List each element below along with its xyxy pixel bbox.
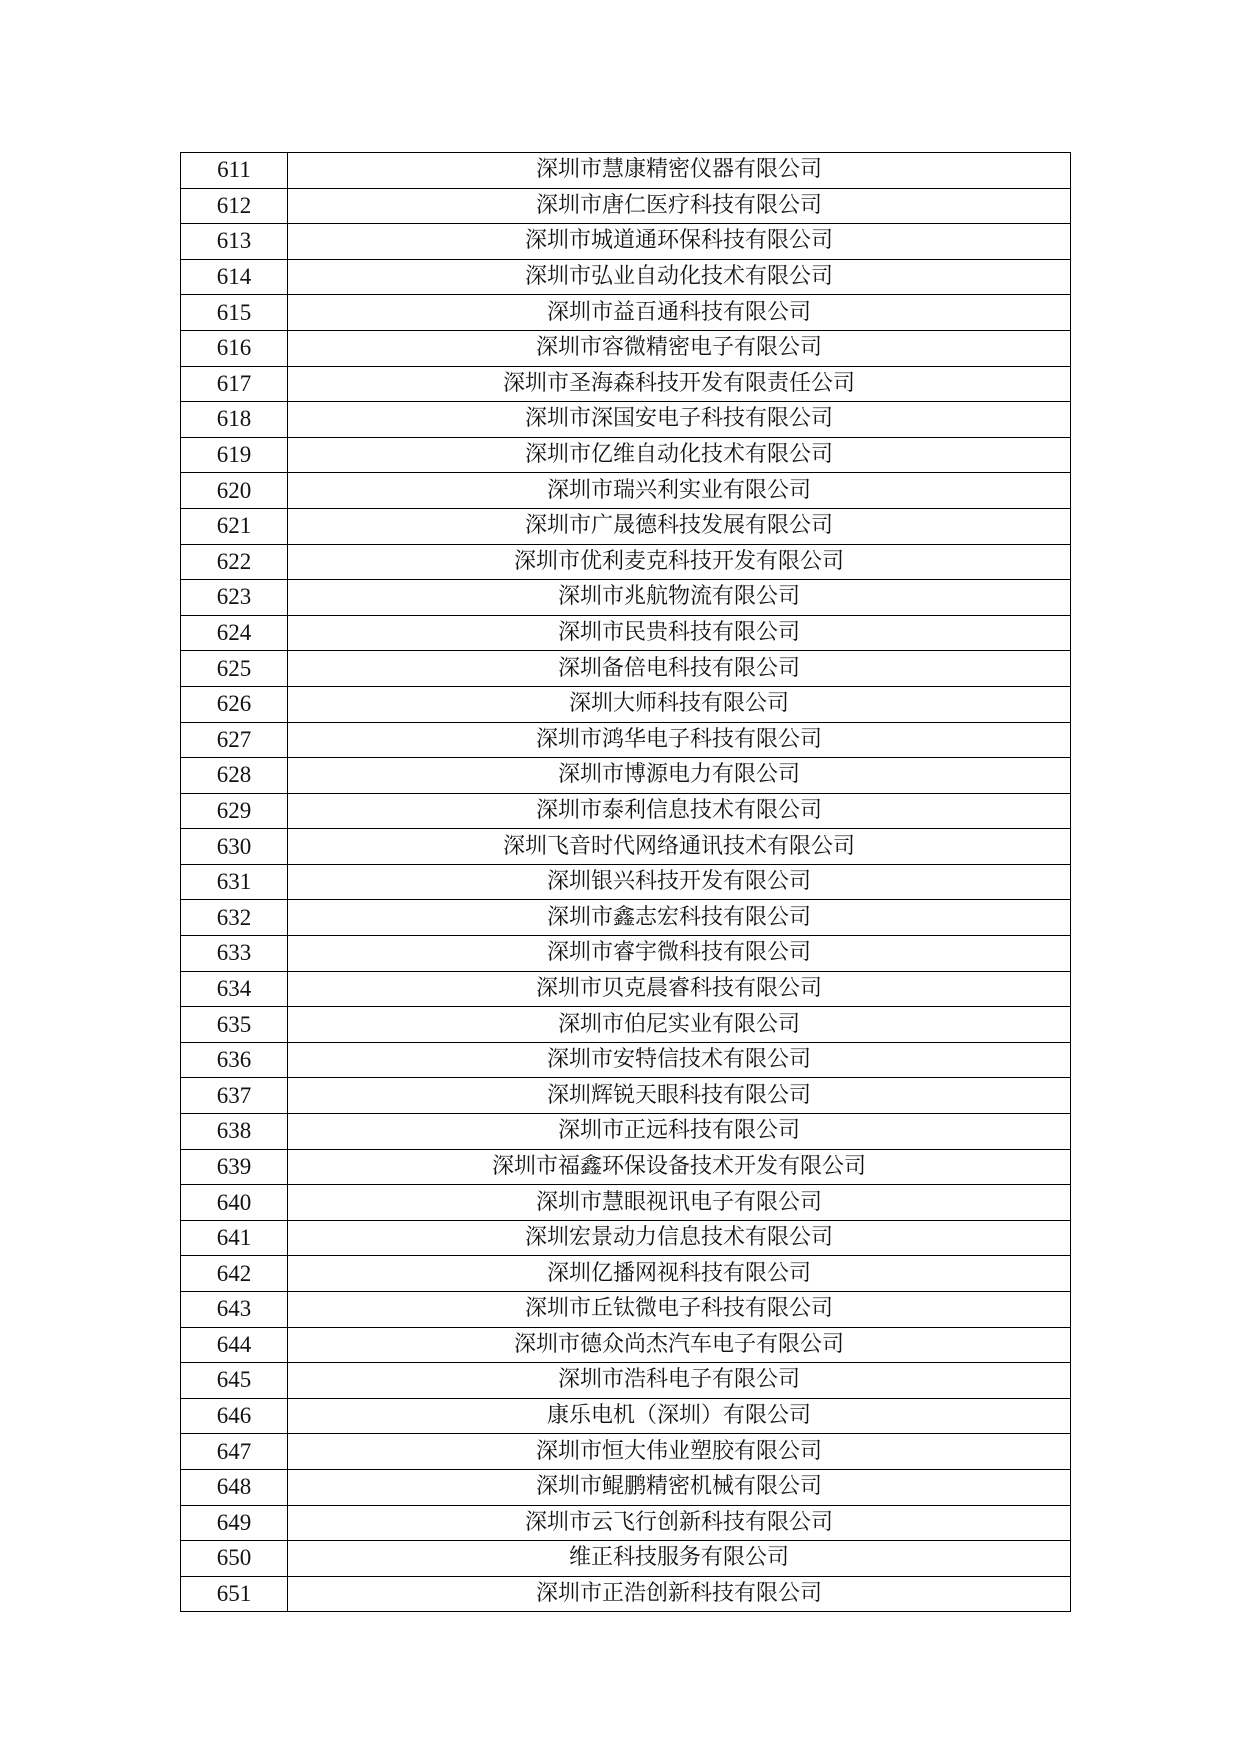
company-name-cell: 深圳市益百通科技有限公司 xyxy=(288,295,1071,331)
table-row xyxy=(181,330,1071,366)
row-number-cell: 621 xyxy=(181,508,288,544)
company-name-cell: 深圳市亿维自动化技术有限公司 xyxy=(288,437,1071,473)
row-number-cell: 625 xyxy=(181,651,288,687)
company-name-cell: 深圳市慧康精密仪器有限公司 xyxy=(288,153,1071,189)
row-number-cell: 611 xyxy=(181,153,288,189)
company-name-cell: 深圳市丘钛微电子科技有限公司 xyxy=(288,1292,1071,1328)
company-name-cell: 深圳市慧眼视讯电子有限公司 xyxy=(288,1185,1071,1221)
row-number-cell: 614 xyxy=(181,259,288,295)
company-name-cell: 深圳市深国安电子科技有限公司 xyxy=(288,402,1071,438)
company-name-cell: 深圳宏景动力信息技术有限公司 xyxy=(288,1220,1071,1256)
table-row xyxy=(181,651,1071,687)
row-number-cell: 647 xyxy=(181,1434,288,1470)
table-row xyxy=(181,153,1071,189)
table-row xyxy=(181,224,1071,260)
row-number-cell: 629 xyxy=(181,793,288,829)
company-name-cell: 深圳飞音时代网络通讯技术有限公司 xyxy=(288,829,1071,865)
table-row xyxy=(181,1220,1071,1256)
company-name-cell: 深圳市贝克晨睿科技有限公司 xyxy=(288,971,1071,1007)
row-number-cell: 651 xyxy=(181,1576,288,1612)
company-name-cell: 深圳市鑫志宏科技有限公司 xyxy=(288,900,1071,936)
company-name-cell: 深圳亿播网视科技有限公司 xyxy=(288,1256,1071,1292)
row-number-cell: 638 xyxy=(181,1114,288,1150)
row-number-cell: 617 xyxy=(181,366,288,402)
table-row xyxy=(181,615,1071,651)
company-name-cell: 深圳市优利麦克科技开发有限公司 xyxy=(288,544,1071,580)
table-row xyxy=(181,1469,1071,1505)
row-number-cell: 640 xyxy=(181,1185,288,1221)
company-name-cell: 深圳市浩科电子有限公司 xyxy=(288,1363,1071,1399)
row-number-cell: 618 xyxy=(181,402,288,438)
company-name-cell: 深圳市正远科技有限公司 xyxy=(288,1114,1071,1150)
company-name-cell: 维正科技服务有限公司 xyxy=(288,1541,1071,1577)
row-number-cell: 646 xyxy=(181,1398,288,1434)
table-row xyxy=(181,1541,1071,1577)
company-name-cell: 深圳市云飞行创新科技有限公司 xyxy=(288,1505,1071,1541)
table-row xyxy=(181,686,1071,722)
table-row xyxy=(181,473,1071,509)
row-number-cell: 648 xyxy=(181,1469,288,1505)
table-row xyxy=(181,1398,1071,1434)
row-number-cell: 635 xyxy=(181,1007,288,1043)
row-number-cell: 626 xyxy=(181,686,288,722)
table-row xyxy=(181,1149,1071,1185)
table-row xyxy=(181,1114,1071,1150)
company-name-cell: 深圳市鸿华电子科技有限公司 xyxy=(288,722,1071,758)
company-name-cell: 深圳市兆航物流有限公司 xyxy=(288,580,1071,616)
company-name-cell: 深圳辉锐天眼科技有限公司 xyxy=(288,1078,1071,1114)
table-row xyxy=(181,1363,1071,1399)
company-name-cell: 深圳市容微精密电子有限公司 xyxy=(288,330,1071,366)
row-number-cell: 634 xyxy=(181,971,288,1007)
table-row xyxy=(181,366,1071,402)
row-number-cell: 636 xyxy=(181,1042,288,1078)
row-number-cell: 622 xyxy=(181,544,288,580)
company-name-cell: 深圳市睿宇微科技有限公司 xyxy=(288,936,1071,972)
table-row xyxy=(181,1185,1071,1221)
table-row xyxy=(181,580,1071,616)
table-row xyxy=(181,1505,1071,1541)
company-name-cell: 深圳市正浩创新科技有限公司 xyxy=(288,1576,1071,1612)
row-number-cell: 623 xyxy=(181,580,288,616)
row-number-cell: 615 xyxy=(181,295,288,331)
company-table xyxy=(180,152,1071,1612)
company-name-cell: 深圳市恒大伟业塑胶有限公司 xyxy=(288,1434,1071,1470)
row-number-cell: 642 xyxy=(181,1256,288,1292)
row-number-cell: 631 xyxy=(181,864,288,900)
table-row xyxy=(181,437,1071,473)
row-number-cell: 649 xyxy=(181,1505,288,1541)
table-row xyxy=(181,758,1071,794)
table-row xyxy=(181,1256,1071,1292)
row-number-cell: 632 xyxy=(181,900,288,936)
table-row xyxy=(181,722,1071,758)
row-number-cell: 627 xyxy=(181,722,288,758)
table-row xyxy=(181,1434,1071,1470)
table-row xyxy=(181,508,1071,544)
company-name-cell: 深圳市德众尚杰汽车电子有限公司 xyxy=(288,1327,1071,1363)
company-name-cell: 深圳市泰利信息技术有限公司 xyxy=(288,793,1071,829)
table-row xyxy=(181,1042,1071,1078)
table-row xyxy=(181,1078,1071,1114)
table-row xyxy=(181,936,1071,972)
table-row xyxy=(181,971,1071,1007)
company-name-cell: 深圳市福鑫环保设备技术开发有限公司 xyxy=(288,1149,1071,1185)
company-name-cell: 深圳市弘业自动化技术有限公司 xyxy=(288,259,1071,295)
row-number-cell: 630 xyxy=(181,829,288,865)
table-row xyxy=(181,1327,1071,1363)
table-row xyxy=(181,793,1071,829)
table-row xyxy=(181,544,1071,580)
row-number-cell: 639 xyxy=(181,1149,288,1185)
company-table-body xyxy=(181,153,1071,1612)
row-number-cell: 620 xyxy=(181,473,288,509)
company-name-cell: 深圳市瑞兴利实业有限公司 xyxy=(288,473,1071,509)
row-number-cell: 650 xyxy=(181,1541,288,1577)
company-name-cell: 康乐电机（深圳）有限公司 xyxy=(288,1398,1071,1434)
table-row xyxy=(181,259,1071,295)
table-row xyxy=(181,864,1071,900)
table-row xyxy=(181,295,1071,331)
table-row xyxy=(181,900,1071,936)
company-name-cell: 深圳市博源电力有限公司 xyxy=(288,758,1071,794)
row-number-cell: 613 xyxy=(181,224,288,260)
table-row xyxy=(181,1576,1071,1612)
table-row xyxy=(181,188,1071,224)
row-number-cell: 644 xyxy=(181,1327,288,1363)
company-name-cell: 深圳市民贵科技有限公司 xyxy=(288,615,1071,651)
company-name-cell: 深圳大师科技有限公司 xyxy=(288,686,1071,722)
table-row xyxy=(181,829,1071,865)
company-name-cell: 深圳备倍电科技有限公司 xyxy=(288,651,1071,687)
company-name-cell: 深圳市唐仁医疗科技有限公司 xyxy=(288,188,1071,224)
company-name-cell: 深圳市广晟德科技发展有限公司 xyxy=(288,508,1071,544)
row-number-cell: 624 xyxy=(181,615,288,651)
table-row xyxy=(181,402,1071,438)
row-number-cell: 643 xyxy=(181,1292,288,1328)
table-row xyxy=(181,1292,1071,1328)
row-number-cell: 612 xyxy=(181,188,288,224)
company-name-cell: 深圳市城道通环保科技有限公司 xyxy=(288,224,1071,260)
row-number-cell: 628 xyxy=(181,758,288,794)
row-number-cell: 641 xyxy=(181,1220,288,1256)
table-row xyxy=(181,1007,1071,1043)
row-number-cell: 637 xyxy=(181,1078,288,1114)
company-name-cell: 深圳银兴科技开发有限公司 xyxy=(288,864,1071,900)
row-number-cell: 616 xyxy=(181,330,288,366)
row-number-cell: 645 xyxy=(181,1363,288,1399)
row-number-cell: 633 xyxy=(181,936,288,972)
company-name-cell: 深圳市圣海森科技开发有限责任公司 xyxy=(288,366,1071,402)
company-name-cell: 深圳市伯尼实业有限公司 xyxy=(288,1007,1071,1043)
company-name-cell: 深圳市鲲鹏精密机械有限公司 xyxy=(288,1469,1071,1505)
row-number-cell: 619 xyxy=(181,437,288,473)
company-name-cell: 深圳市安特信技术有限公司 xyxy=(288,1042,1071,1078)
